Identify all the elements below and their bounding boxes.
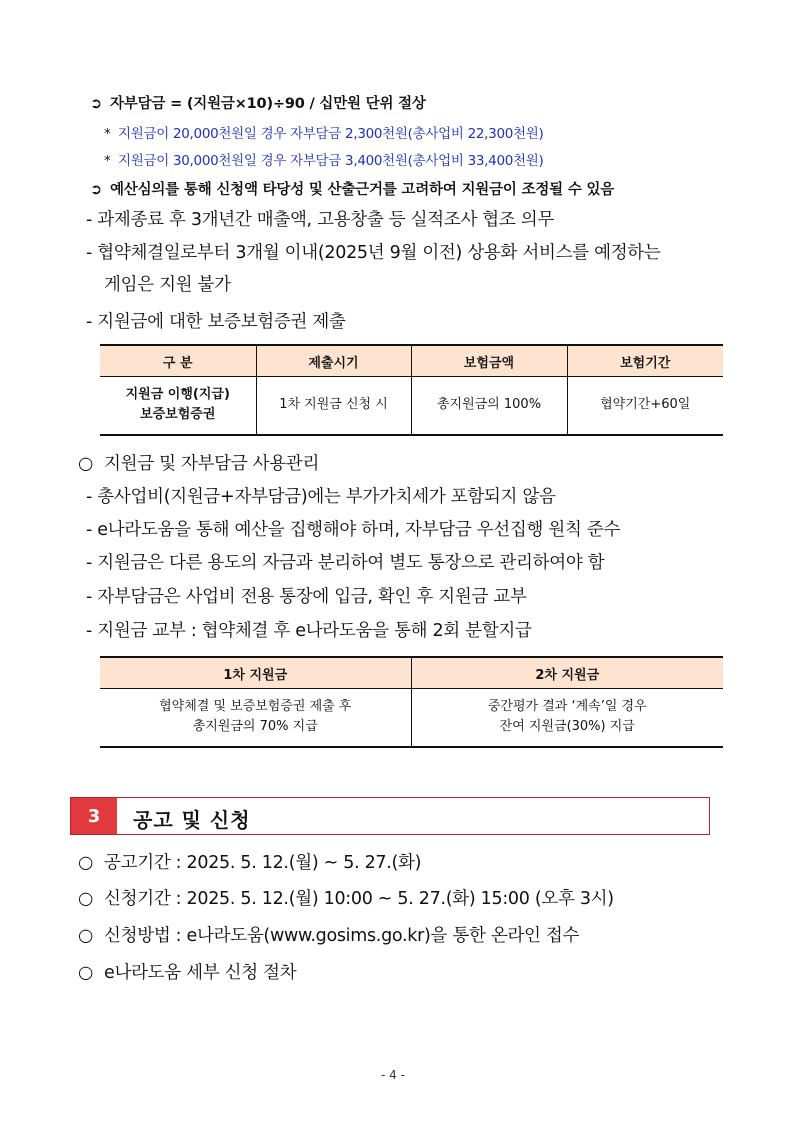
circle-icon: ○ xyxy=(78,963,93,983)
cell-line: 지원금 이행(지급) xyxy=(125,387,230,403)
table-cell-name xyxy=(100,377,256,435)
dash-item: - 지원금에 대한 보증보험증권 제출 xyxy=(86,312,346,332)
circle-text: e나라도움 세부 신청 절차 xyxy=(104,963,297,983)
dash-item: - 과제종료 후 3개년간 매출액, 고용창출 등 실적조사 협조 의무 xyxy=(86,210,554,230)
arrow-icon: ➲ xyxy=(90,96,102,112)
circle-icon: ○ xyxy=(78,889,93,909)
circle-item xyxy=(78,885,614,910)
note-line xyxy=(104,122,543,142)
budget-review-bullet xyxy=(90,178,614,199)
table-header: 구 분 xyxy=(100,345,256,377)
dash-item: - 총사업비(지원금+자부담금)에는 부가가치세가 포함되지 않음 xyxy=(86,487,556,507)
circle-text: 공고기간 : 2025. 5. 12.(월) ~ 5. 27.(화) xyxy=(104,853,422,873)
dash-item: - 자부담금은 사업비 전용 통장에 입금, 확인 후 지원금 교부 xyxy=(86,587,527,607)
dash-item-continued: 게임은 지원 불가 xyxy=(104,275,231,295)
dash-item: - e나라도움을 통해 예산을 집행해야 하며, 자부담금 우선집행 원칙 준수 xyxy=(86,520,621,540)
formula-text: 자부담금 = (지원금×10)÷90 / 십만원 단위 절상 xyxy=(110,96,426,112)
dash-item: - 지원금은 다른 용도의 자금과 분리하여 별도 통장으로 관리하여야 함 xyxy=(86,553,605,573)
circle-item xyxy=(78,450,319,475)
cell-line: 총지원금의 70% 지급 xyxy=(192,719,318,735)
circle-text: 신청방법 : e나라도움(www.gosims.go.kr)을 통한 온라인 접수 xyxy=(104,926,580,946)
cell-line: 잔여 지원금(30%) 지급 xyxy=(499,719,635,735)
circle-icon: ○ xyxy=(78,926,93,946)
circle-text: 신청기간 : 2025. 5. 12.(월) 10:00 ~ 5. 27.(화) 15:00 (오후 3시) xyxy=(104,889,614,909)
table-header: 제출시기 xyxy=(256,345,411,377)
table-header: 보험금액 xyxy=(411,345,567,377)
dash-item: - 지원금 교부 : 협약체결 후 e나라도움을 통해 2회 분할지급 xyxy=(86,621,532,641)
payment-schedule-table xyxy=(100,656,723,748)
table-header: 2차 지원금 xyxy=(411,657,723,689)
arrow-icon: ➲ xyxy=(90,182,102,198)
table-cell: 1차 지원금 신청 시 xyxy=(256,377,411,435)
table-header: 1차 지원금 xyxy=(100,657,411,689)
section-title: 공고 및 신청 xyxy=(133,808,251,832)
section-header xyxy=(70,797,710,835)
cell-line: 중간평가 결과 ‘계속’일 경우 xyxy=(487,699,647,715)
note-text: 지원금이 30,000천원일 경우 자부담금 3,400천원(총사업비 33,400천원) xyxy=(118,153,544,169)
note-text: 지원금이 20,000천원일 경우 자부담금 2,300천원(총사업비 22,300천원) xyxy=(118,126,544,142)
circle-item xyxy=(78,959,296,984)
cell-line: 협약체결 및 보증보험증권 제출 후 xyxy=(159,699,352,715)
guarantee-insurance-table xyxy=(100,344,723,436)
note-line xyxy=(104,149,543,169)
dash-item: - 협약체결일로부터 3개월 이내(2025년 9월 이전) 상용화 서비스를 예정하는 xyxy=(86,243,661,263)
circle-icon: ○ xyxy=(78,454,93,474)
circle-item xyxy=(78,849,421,874)
table-cell xyxy=(411,689,723,747)
formula-bullet xyxy=(90,92,426,113)
table-cell: 협약기간+60일 xyxy=(567,377,723,435)
table-header: 보험기간 xyxy=(567,345,723,377)
page-number: - 4 - xyxy=(381,1068,405,1082)
table-cell xyxy=(100,689,411,747)
section-number: 3 xyxy=(71,798,117,834)
table-row xyxy=(100,377,723,435)
circle-icon: ○ xyxy=(78,853,93,873)
asterisk-mark: * xyxy=(104,153,111,169)
cell-line: 보증보험증권 xyxy=(140,407,216,423)
budget-review-text: 예산심의를 통해 신청액 타당성 및 산출근거를 고려하여 지원금이 조정될 수 있음 xyxy=(110,182,615,198)
circle-item xyxy=(78,922,579,947)
table-cell: 총지원금의 100% xyxy=(411,377,567,435)
table-row xyxy=(100,689,723,747)
asterisk-mark: * xyxy=(104,126,111,142)
circle-text: 지원금 및 자부담금 사용관리 xyxy=(104,454,320,474)
